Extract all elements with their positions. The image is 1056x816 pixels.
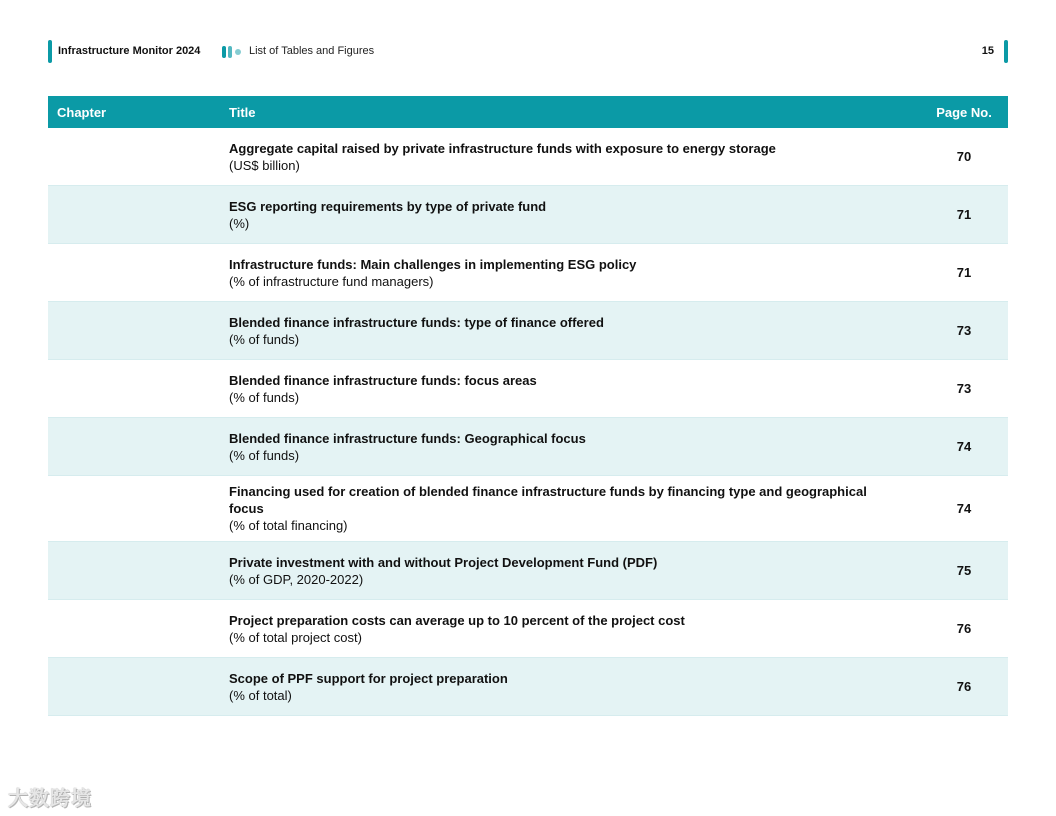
table-row xyxy=(48,418,1008,476)
row-title: Aggregate capital raised by private infrastructure funds with exposure to energy storage xyxy=(229,140,776,156)
row-unit: (% of funds) xyxy=(229,331,300,347)
row-page-number: 70 xyxy=(956,149,972,164)
tables-figures-table xyxy=(48,96,1008,716)
row-title-cell xyxy=(221,140,920,174)
header-accent-bar-right xyxy=(1004,40,1008,63)
table-row xyxy=(48,244,1008,302)
row-title: Blended finance infrastructure funds: Geographical focus xyxy=(229,430,586,446)
row-page-number: 74 xyxy=(956,439,972,454)
column-header-title: Title xyxy=(229,104,256,120)
row-page-number: 76 xyxy=(956,679,972,694)
section-title: List of Tables and Figures xyxy=(249,45,375,57)
page-number: 15 xyxy=(981,45,994,57)
row-unit: (% of funds) xyxy=(229,447,300,463)
row-page-number: 74 xyxy=(956,501,972,516)
row-title-cell xyxy=(221,372,920,406)
row-title: Infrastructure funds: Main challenges in implementing ESG policy xyxy=(229,256,637,272)
table-row xyxy=(48,360,1008,418)
header-accent-bar xyxy=(48,40,52,63)
row-unit: (%) xyxy=(229,215,250,231)
row-page-number: 76 xyxy=(956,621,972,636)
table-row xyxy=(48,186,1008,244)
table-body xyxy=(48,128,1008,716)
section-dots-icon xyxy=(222,46,242,58)
row-title-cell xyxy=(221,430,920,464)
table-row xyxy=(48,542,1008,600)
row-unit: (% of infrastructure fund managers) xyxy=(229,273,434,289)
row-title: Project preparation costs can average up to 10 percent of the project cost xyxy=(229,612,685,628)
row-title: ESG reporting requirements by type of private fund xyxy=(229,198,547,214)
row-page-number: 71 xyxy=(956,207,972,222)
table-row xyxy=(48,302,1008,360)
watermark-logo: 大数跨境 xyxy=(8,788,92,810)
row-title-cell xyxy=(221,256,920,290)
row-unit: (% of funds) xyxy=(229,389,300,405)
row-title: Blended finance infrastructure funds: focus areas xyxy=(229,372,537,388)
row-title-cell xyxy=(221,554,920,588)
row-unit: (US$ billion) xyxy=(229,157,300,173)
table-header xyxy=(48,96,1008,128)
row-title-cell xyxy=(221,612,920,646)
row-unit: (% of total project cost) xyxy=(229,629,362,645)
table-row xyxy=(48,600,1008,658)
row-title-cell xyxy=(221,670,920,704)
row-title: Private investment with and without Project Development Fund (PDF) xyxy=(229,554,658,570)
row-unit: (% of total financing) xyxy=(229,518,348,533)
row-page-number: 73 xyxy=(956,381,972,396)
table-row xyxy=(48,128,1008,186)
column-header-page: Page No. xyxy=(936,104,992,120)
row-title-cell xyxy=(221,483,920,534)
row-unit: (% of GDP, 2020-2022) xyxy=(229,571,364,587)
row-page-number: 75 xyxy=(956,563,972,578)
table-row xyxy=(48,658,1008,716)
column-header-chapter: Chapter xyxy=(57,104,107,120)
row-title: Blended finance infrastructure funds: type of finance offered xyxy=(229,314,604,330)
row-title: Financing used for creation of blended finance infrastructure funds by financing type and geographical focus xyxy=(229,484,867,516)
row-title-cell xyxy=(221,198,920,232)
row-title-cell xyxy=(221,314,920,348)
row-unit: (% of total) xyxy=(229,687,292,703)
row-page-number: 73 xyxy=(956,323,972,338)
row-page-number: 71 xyxy=(956,265,972,280)
table-row xyxy=(48,476,1008,542)
row-title: Scope of PPF support for project preparation xyxy=(229,670,508,686)
report-title: Infrastructure Monitor 2024 xyxy=(58,45,201,57)
